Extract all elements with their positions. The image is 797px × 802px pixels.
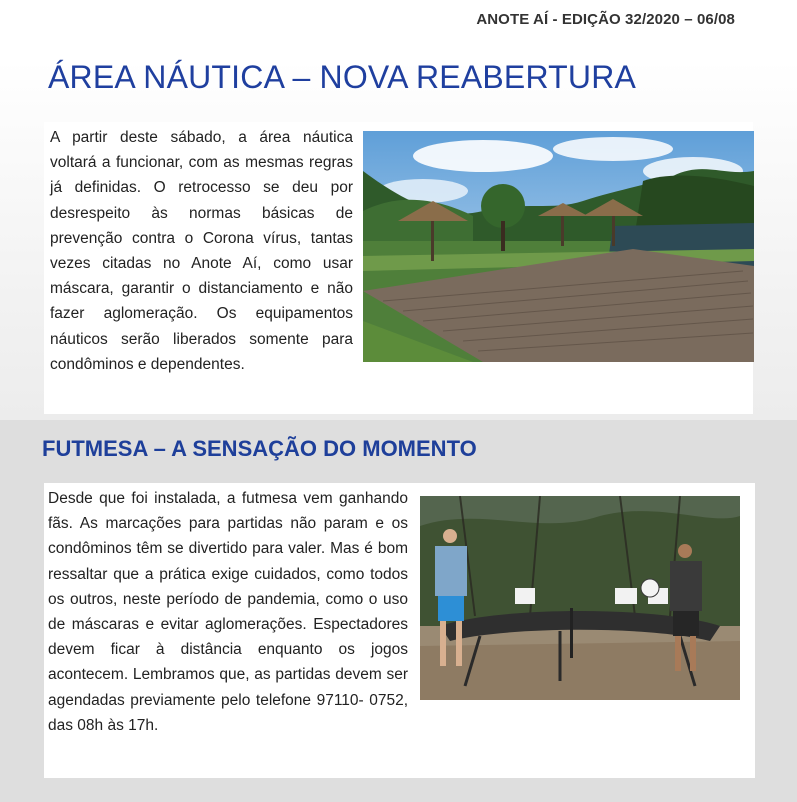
article-title-nautica: ÁREA NÁUTICA – NOVA REABERTURA: [48, 59, 637, 95]
article-body-text-nautica: A partir deste sábado, a área náutica voltará a funcionar, com as mesmas regras já definidas. O retrocesso se deu por desrespeito às normas básicas de prevenção contra o Corona vírus, tantas vezes citadas no Anote Aí, como usar máscara, garantir o distanciamento e não fazer aglomeração. Os equipamentos náuticos serão liberados somente para condôminos e dependentes.: [50, 129, 353, 373]
nautical-area-photo: [363, 131, 754, 362]
article-body-futmesa: [48, 486, 750, 738]
futmesa-photo: [420, 496, 740, 700]
article-body-nautica: [50, 125, 750, 377]
article-title-futmesa: FUTMESA – A SENSAÇÃO DO MOMENTO: [42, 436, 477, 461]
issue-header: ANOTE AÍ - EDIÇÃO 32/2020 – 06/08: [476, 11, 735, 28]
article-body-text-futmesa: Desde que foi instalada, a futmesa vem ganhando fãs. As marcações para partidas não param e os condôminos têm se divertido para valer. Mas é bom ressaltar que a prática exige cuidados, como todos os outros, neste período de pandemia, como o uso de máscaras e evitar aglomerações. Espectadores devem ficar à distância enquanto os jogos acontecem. Lembramos que, as partidas devem ser agendadas previamente pelo telefone 97110- 0752, das 08h às 17h.: [48, 490, 408, 734]
